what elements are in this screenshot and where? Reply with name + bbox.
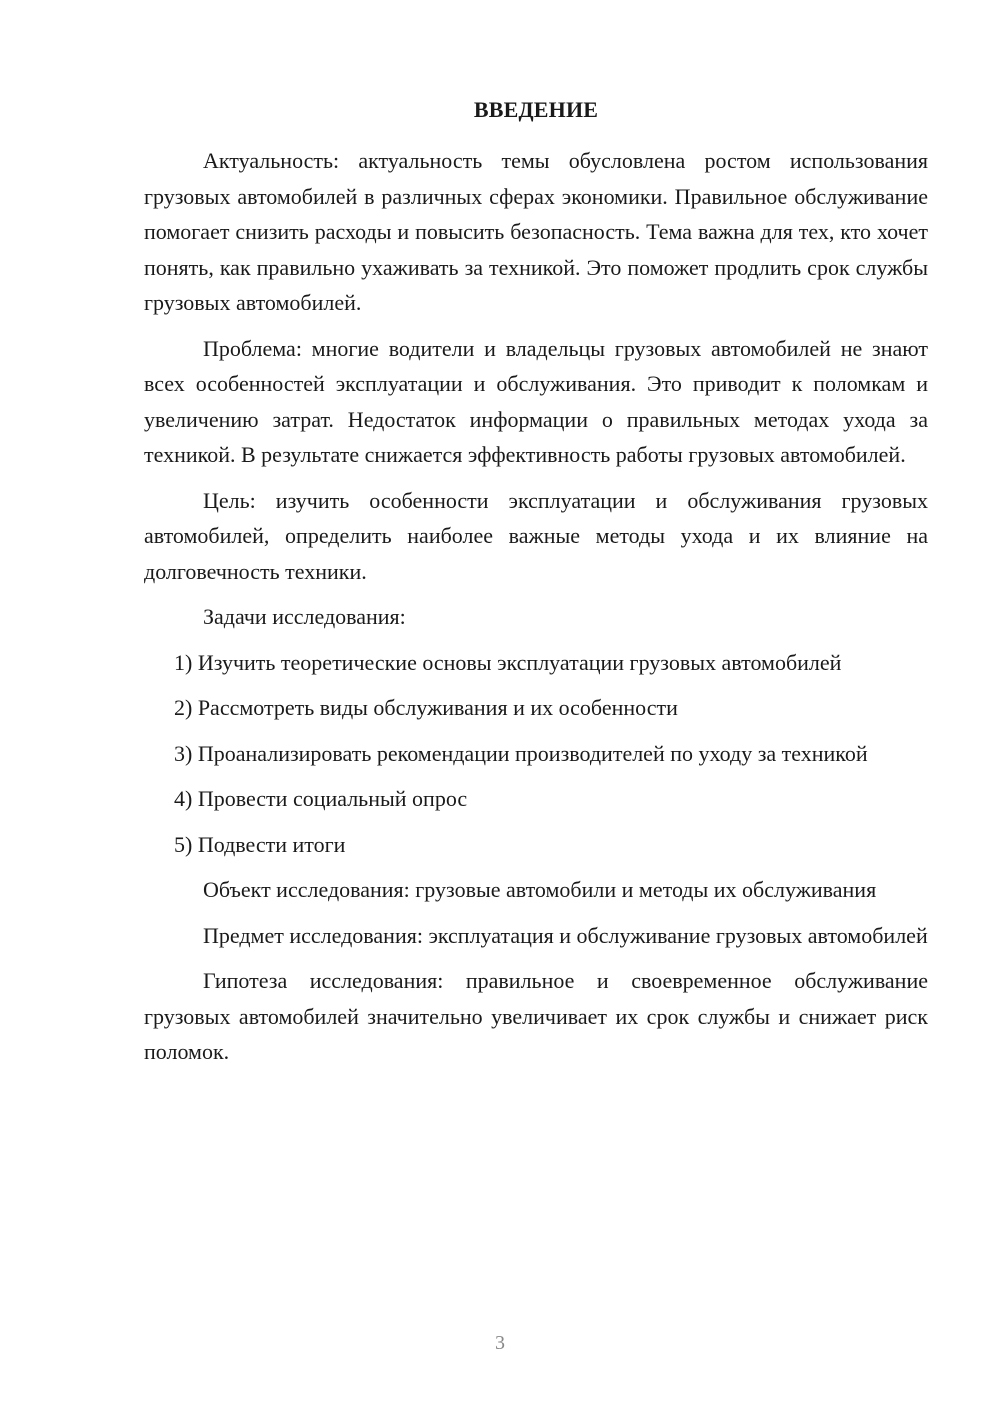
paragraph-hypothesis: Гипотеза исследования: правильное и своевременное обслуживание грузовых автомобилей значительно увеличивает их срок службы и снижает риск поломок. xyxy=(144,968,928,1064)
paragraph-tasks-heading: Задачи исследования: xyxy=(203,604,406,629)
paragraph-object: Объект исследования: грузовые автомобили и методы их обслуживания xyxy=(203,877,877,902)
task-item-5: 5) Подвести итоги xyxy=(174,831,346,857)
paragraph-goal: Цель: изучить особенности эксплуатации и обслуживания грузовых автомобилей, определить наиболее важные методы ухода и их влияние на долговечность техники. xyxy=(144,487,928,584)
paragraph-subject: Предмет исследования: эксплуатация и обслуживание грузовых автомобилей xyxy=(203,922,928,948)
page-number: 3 xyxy=(495,1332,505,1354)
task-item-4: 4) Провести социальный опрос xyxy=(174,786,468,811)
paragraph-problem: Проблема: многие водители и владельцы грузовых автомобилей не знают всех особенностей эксплуатации и обслуживания. Это приводит к поломкам и увеличению затрат. Недостаток информации о правильных методах ухода за техникой. В результате снижается эффективность работы грузовых автомобилей. xyxy=(144,335,928,467)
task-item-1: 1) Изучить теоретические основы эксплуатации грузовых автомобилей xyxy=(174,649,842,675)
document-page xyxy=(144,92,928,1080)
task-item-2: 2) Рассмотреть виды обслуживания и их особенности xyxy=(174,695,678,720)
task-item-3: 3) Проанализировать рекомендации производителей по уходу за техникой xyxy=(174,740,868,766)
section-title: ВВЕДЕНИЕ xyxy=(473,97,599,122)
paragraph-relevance: Актуальность: актуальность темы обусловлена ростом использования грузовых автомобилей в различных сферах экономики. Правильное обслуживание помогает снизить расходы и повысить безопасность. Тема важна для тех, кто хочет понять, как правильно ухаживать за техникой. Это поможет продлить срок службы грузовых автомобилей. xyxy=(144,148,928,315)
